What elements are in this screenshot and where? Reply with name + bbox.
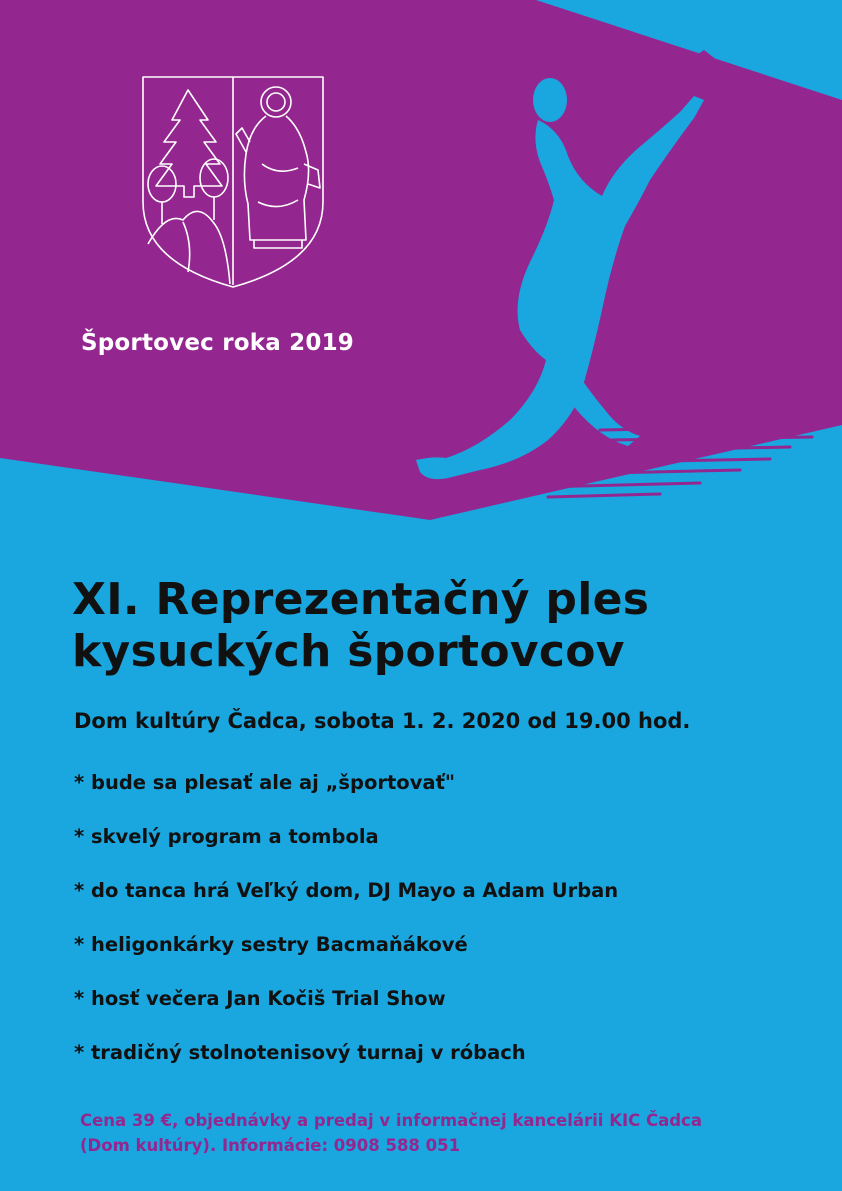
feature-item: * tradičný stolnotenisový turnaj v róbach xyxy=(74,1041,526,1064)
feature-item: * skvelý program a tombola xyxy=(74,825,379,848)
ticket-info xyxy=(80,1108,702,1158)
event-title xyxy=(72,574,832,678)
ticket-info-line-2: (Dom kultúry). Informácie: 0908 588 051 xyxy=(80,1136,461,1155)
award-subtitle: Športovec roka 2019 xyxy=(81,330,354,356)
feature-list xyxy=(74,771,618,1095)
purple-band xyxy=(0,0,842,520)
feature-item: * hosť večera Jan Kočiš Trial Show xyxy=(74,987,446,1010)
feature-item: * heligonkárky sestry Bacmaňákové xyxy=(74,933,468,956)
coat-of-arms-crest-icon xyxy=(138,72,328,292)
event-title-line-2: kysuckých športovcov xyxy=(72,626,625,677)
event-title-line-1: XI. Reprezentačný ples xyxy=(72,574,650,625)
feature-item: * do tanca hrá Veľký dom, DJ Mayo a Adam Urban xyxy=(74,879,619,902)
event-venue-date: Dom kultúry Čadca, sobota 1. 2. 2020 od 19.00 hod. xyxy=(74,709,691,733)
feature-item: * bude sa plesať ale aj „športovať" xyxy=(74,771,456,794)
ticket-info-line-1: Cena 39 €, objednávky a predaj v informačnej kancelárii KIC Čadca xyxy=(80,1111,702,1130)
